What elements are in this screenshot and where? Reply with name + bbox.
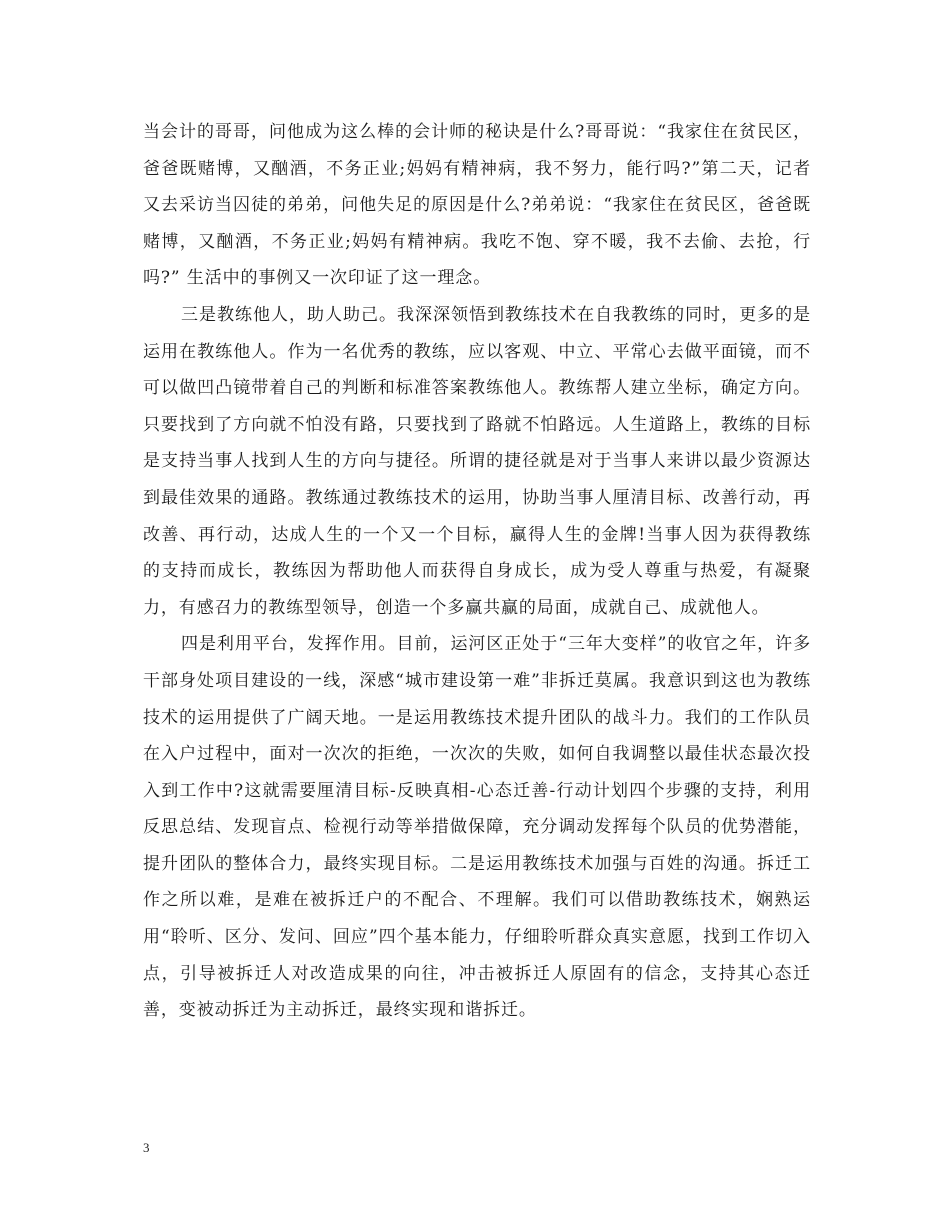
- paragraph-continuation: 当会计的哥哥，问他成为这么棒的会计师的秘诀是什么?哥哥说：“我家住在贫民区，爸爸既赌博，又酗酒，不务正业;妈妈有精神病，我不努力，能行吗?”第二天，记者又去采访当囚徒的弟弟，问他失足的原因是什么?弟弟说：“我家住在贫民区，爸爸既赌博，又酗酒，不务正业;妈妈有精神病。我吃不饱、穿不暖，我不去偷、去抢，行吗?” 生活中的事例又一次印证了这一理念。: [143, 122, 811, 289]
- paragraph-using-platform: 四是利用平台，发挥作用。目前，运河区正处于“三年大变样”的收官之年，许多干部身处项目建设的一线，深感“城市建设第一难”非拆迁莫属。我意识到这也为教练技术的运用提供了广阔天地。一是运用教练技术提升团队的战斗力。我们的工作队员在入户过程中，面对一次次的拒绝，一次次的失败，如何自我调整以最佳状态最次投入到工作中?这就需要厘清目标-反映真相-心态迁善-行动计划四个步骤的支持，利用反思总结、发现盲点、检视行动等举措做保障，充分调动发挥每个队员的优势潜能，提升团队的整体合力，最终实现目标。二是运用教练技术加强与百姓的沟通。拆迁工作之所以难，是难在被拆迁户的不配合、不理解。我们可以借助教练技术，娴熟运用“聆听、区分、发问、回应”四个基本能力，仔细聆听群众真实意愿，找到工作切入点，引导被拆迁人对改造成果的向往，冲击被拆迁人原固有的信念，支持其心态迁善，变被动拆迁为主动拆迁，最终实现和谐拆迁。: [143, 634, 811, 1021]
- paragraph-coaching-others: 三是教练他人，助人助己。我深深领悟到教练技术在自我教练的同时，更多的是运用在教练他人。作为一名优秀的教练，应以客观、中立、平常心去做平面镜，而不可以做凹凸镜带着自己的判断和标准答案教练他人。教练帮人建立坐标，确定方向。只要找到了方向就不怕没有路，只要找到了路就不怕路远。人生道路上，教练的目标是支持当事人找到人生的方向与捷径。所谓的捷径就是对于当事人来讲以最少资源达到最佳效果的通路。教练通过教练技术的运用，协助当事人厘清目标、改善行动，再改善、再行动，达成人生的一个又一个目标，赢得人生的金牌!当事人因为获得教练的支持而成长，教练因为帮助他人而获得自身成长，成为受人尊重与热爱，有凝聚力，有感召力的教练型领导，创造一个多赢共赢的局面，成就自己、成就他人。: [143, 304, 811, 618]
- document-body: [143, 114, 811, 1029]
- page-number: 3: [143, 1140, 150, 1155]
